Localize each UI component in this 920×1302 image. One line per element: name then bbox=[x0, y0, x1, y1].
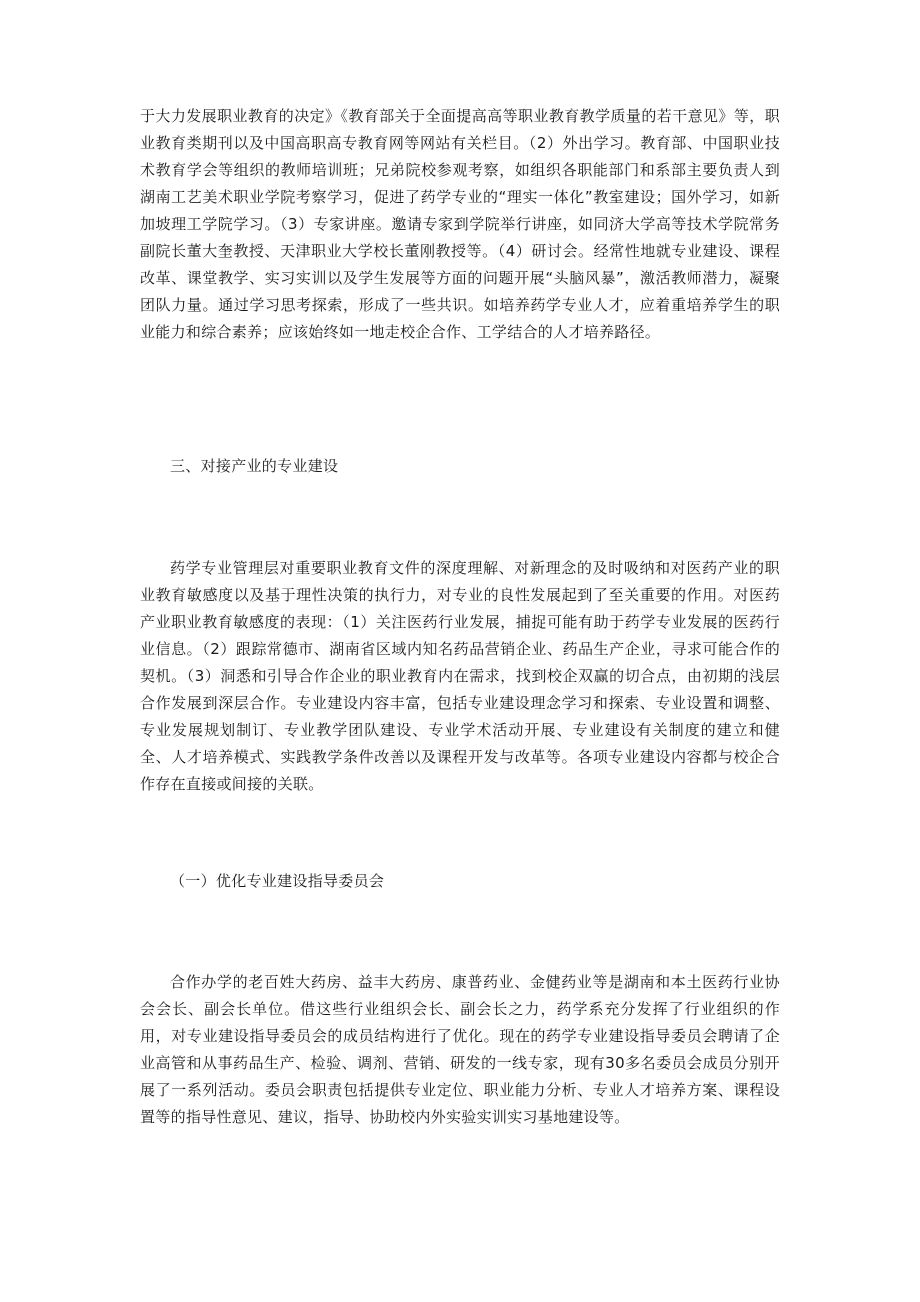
paragraph-text: 合作办学的老百姓大药房、益丰大药房、康普药业、金健药业等是湖南和本土医药行业协会会长、副会长单位。借这些行业组织会长、副会长之力，药学系充分发挥了行业组织的作用，对专业建设指导委员会的成员结构进行了优化。现在的药学专业建设指导委员会聘请了企业高管和从事药品生产、检验、调剂、营销、研发的一线专家，现有30多名委员会成员分别开展了一系列活动。委员会职责包括提供专业定位、职业能力分析、专业人才培养方案、课程设置等的指导性意见、建议，指导、协助校内外实验实训实习基地建设等。 bbox=[140, 973, 780, 1126]
paragraph-text: 药学专业管理层对重要职业教育文件的深度理解、对新理念的及时吸纳和对医药产业的职业教育敏感度以及基于理性决策的执行力，对专业的良性发展起到了至关重要的作用。对医药产业职业教育敏感度的表现：（1）关注医药行业发展，捕捉可能有助于药学专业发展的医药行业信息。（2）跟踪常德市、湖南省区域内知名药品营销企业、药品生产企业，寻求可能合作的契机。（3）洞悉和引导合作企业的职业教育内在需求，找到校企双赢的切合点，由初期的浅层合作发展到深层合作。专业建设内容丰富，包括专业建设理念学习和探索、专业设置和调整、专业发展规划制订、专业教学团队建设、专业学术活动开展、专业建设有关制度的建立和健全、人才培养模式、实践教学条件改善以及课程开发与改革等。各项专业建设内容都与校企合作存在直接或间接的关联。 bbox=[140, 559, 780, 793]
section-heading: 三、对接产业的专业建设 bbox=[170, 457, 339, 475]
paragraph-text: 于大力发展职业教育的决定》《教育部关于全面提高高等职业教育教学质量的若干意见》等，职业教育类期刊以及中国高职高专教育网等网站有关栏目。（2）外出学习。教育部、中国职业技术教育学会等组织的教师培训班；兄弟院校参观考察，如组织各职能部门和系部主要负责人到湖南工艺美术职业学院考察学习，促进了药学专业的“理实一体化”教室建设；国外学习，如新加坡理工学院学习。（3）专家讲座。邀请专家到学院举行讲座，如同济大学高等技术学院常务副院长董大奎教授、天津职业大学校长董刚教授等。（4）研讨会。经常性地就专业建设、课程改革、课堂教学、实习实训以及学生发展等方面的问题开展“头脑风暴”，激活教师潜力，凝聚团队力量。通过学习思考探索，形成了一些共识。如培养药学专业人才，应着重培养学生的职业能力和综合素养；应该始终如一地走校企合作、工学结合的人才培养路径。 bbox=[140, 107, 780, 341]
paragraph bbox=[140, 555, 780, 798]
subsection-heading: （一）优化专业建设指导委员会 bbox=[170, 872, 385, 890]
paragraph-continuation bbox=[140, 103, 780, 346]
paragraph bbox=[140, 969, 780, 1131]
